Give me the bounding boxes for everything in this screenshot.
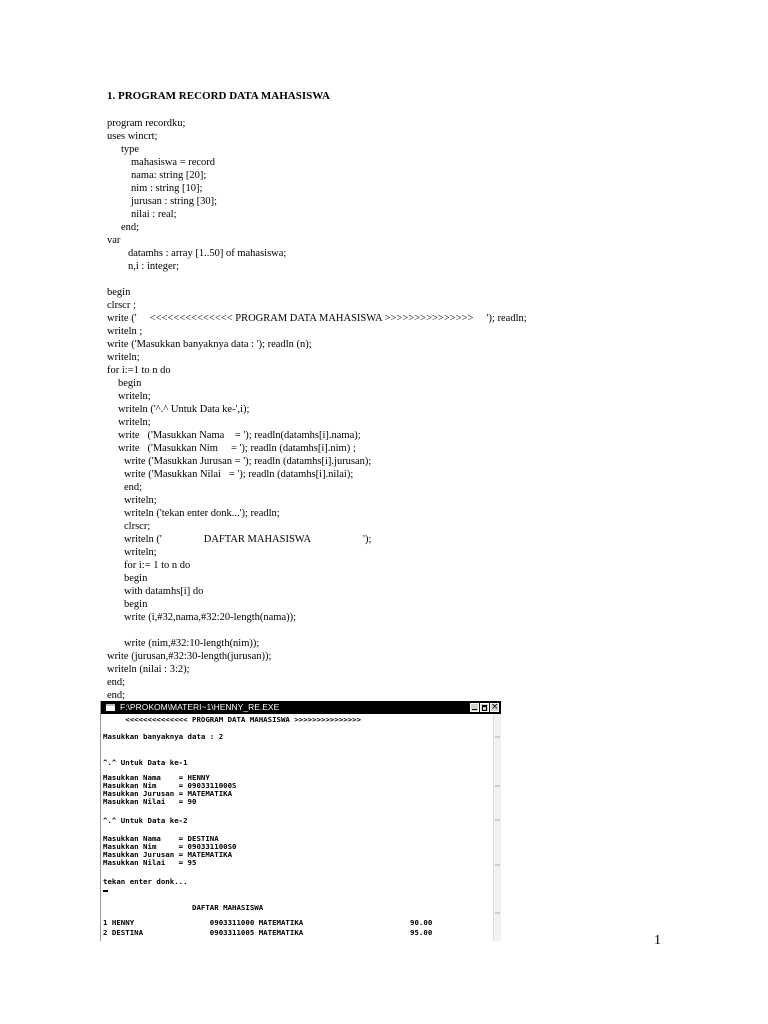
code-line: mahasiswa = record [131,157,216,168]
code-line: writeln ('^.^ Untuk Data ke-',i); [118,404,250,415]
console-titlebar[interactable] [101,701,501,714]
maximize-button[interactable] [480,703,489,712]
code-line: nama: string [20]; [131,170,207,181]
code-line: nilai : real; [131,209,177,220]
code-line: n,i : integer; [128,261,180,272]
code-line: end; [107,690,126,701]
code-line: writeln; [107,352,140,363]
code-line: for i:=1 to n do [107,365,171,376]
code-line: write ('Masukkan Jurusan = '); readln (datamhs[i].jurusan); [124,456,372,467]
code-line: write (i,#32,nama,#32:20-length(nama)); [124,612,297,623]
code-line: writeln; [124,495,157,506]
code-line: write ('Masukkan Nama = '); readln(datamhs[i].nama); [118,430,361,441]
code-line: with datamhs[i] do [124,586,204,597]
code-line: for i:= 1 to n do [124,560,191,571]
code-line: writeln ; [107,326,143,337]
console-line: Masukkan Nilai = 95 [103,858,197,867]
code-line: jurusan : string [30]; [131,196,218,207]
console-line: Masukkan Nilai = 90 [103,797,197,806]
code-line: program recordku; [107,118,186,129]
code-line: var [107,235,121,246]
scrollbar-mark [495,785,500,787]
code-line: write ('Masukkan Nilai = '); readln (datamhs[i].nilai); [124,469,354,480]
code-line: begin [107,287,131,298]
code-line: end; [121,222,140,233]
code-line: writeln (' DAFTAR MAHASISWA '); [124,534,372,545]
code-line: writeln (nilai : 3:2); [107,664,190,675]
console-line: ^.^ Untuk Data ke-1 [103,758,188,767]
console-line: ^.^ Untuk Data ke-2 [103,816,188,825]
code-line: clrscr; [124,521,151,532]
scrollbar-mark [495,864,500,866]
code-line: begin [124,599,148,610]
console-line: Masukkan Jurusan = MATEMATIKA [103,850,233,859]
code-line: write (' <<<<<<<<<<<<<< PROGRAM DATA MAHASISWA >>>>>>>>>>>>>>> '); readln; [107,313,527,324]
code-line: writeln; [118,391,151,402]
scrollbar-mark [495,819,500,821]
console-line: <<<<<<<<<<<<<< PROGRAM DATA MAHASISWA >>>>>>>>>>>>>>> [103,715,362,724]
code-line: datamhs : array [1..50] of mahasiswa; [128,248,287,259]
scrollbar-mark [495,736,500,738]
console-title: F:\PROKOM\MATERI~1\HENNY_RE.EXE [120,702,280,712]
code-line: writeln; [124,547,157,558]
code-line: begin [124,573,148,584]
code-line: writeln; [118,417,151,428]
close-button[interactable] [490,703,499,712]
code-line: clrscr ; [107,300,136,311]
document-heading: 1. PROGRAM RECORD DATA MAHASISWA [107,90,330,102]
minimize-button[interactable] [470,703,479,712]
console-scrollbar[interactable] [493,714,501,941]
console-line: tekan enter donk... [103,877,188,886]
console-line: Masukkan Nim = 0903311000S [103,781,237,790]
console-line: Masukkan Jurusan = MATEMATIKA [103,789,233,798]
console-line: Masukkan banyaknya data : 2 [103,732,224,741]
console-line: Masukkan Nim = 090331100S0 [103,842,237,851]
code-line: write ('Masukkan banyaknya data : '); readln (n); [107,339,312,350]
console-line: Masukkan Nama = HENNY [103,773,210,782]
console-line: 1 HENNY 0903311000 MATEMATIKA 90.00 [103,918,433,927]
console-line: Masukkan Nama = DESTINA [103,834,219,843]
code-line: uses wincrt; [107,131,158,142]
code-line: write ('Masukkan Nim = '); readln (datamhs[i].nim) ; [118,443,356,454]
code-line: type [121,144,140,155]
code-line: end; [107,677,126,688]
console-line: 2 DESTINA 0903311005 MATEMATIKA 95.00 [103,928,433,937]
code-line: begin [118,378,142,389]
console-window-icon [106,704,115,711]
page-number: 1 [654,933,661,948]
scrollbar-mark [495,912,500,914]
code-line: end; [124,482,143,493]
code-line: nim : string [10]; [131,183,203,194]
console-cursor [103,890,108,892]
console-line: DAFTAR MAHASISWA [103,903,264,912]
console-output-screenshot [100,701,501,941]
code-line: writeln ('tekan enter donk...'); readln; [124,508,280,519]
code-line: write (nim,#32:10-length(nim)); [124,638,260,649]
code-line: write (jurusan,#32:30-length(jurusan)); [107,651,272,662]
